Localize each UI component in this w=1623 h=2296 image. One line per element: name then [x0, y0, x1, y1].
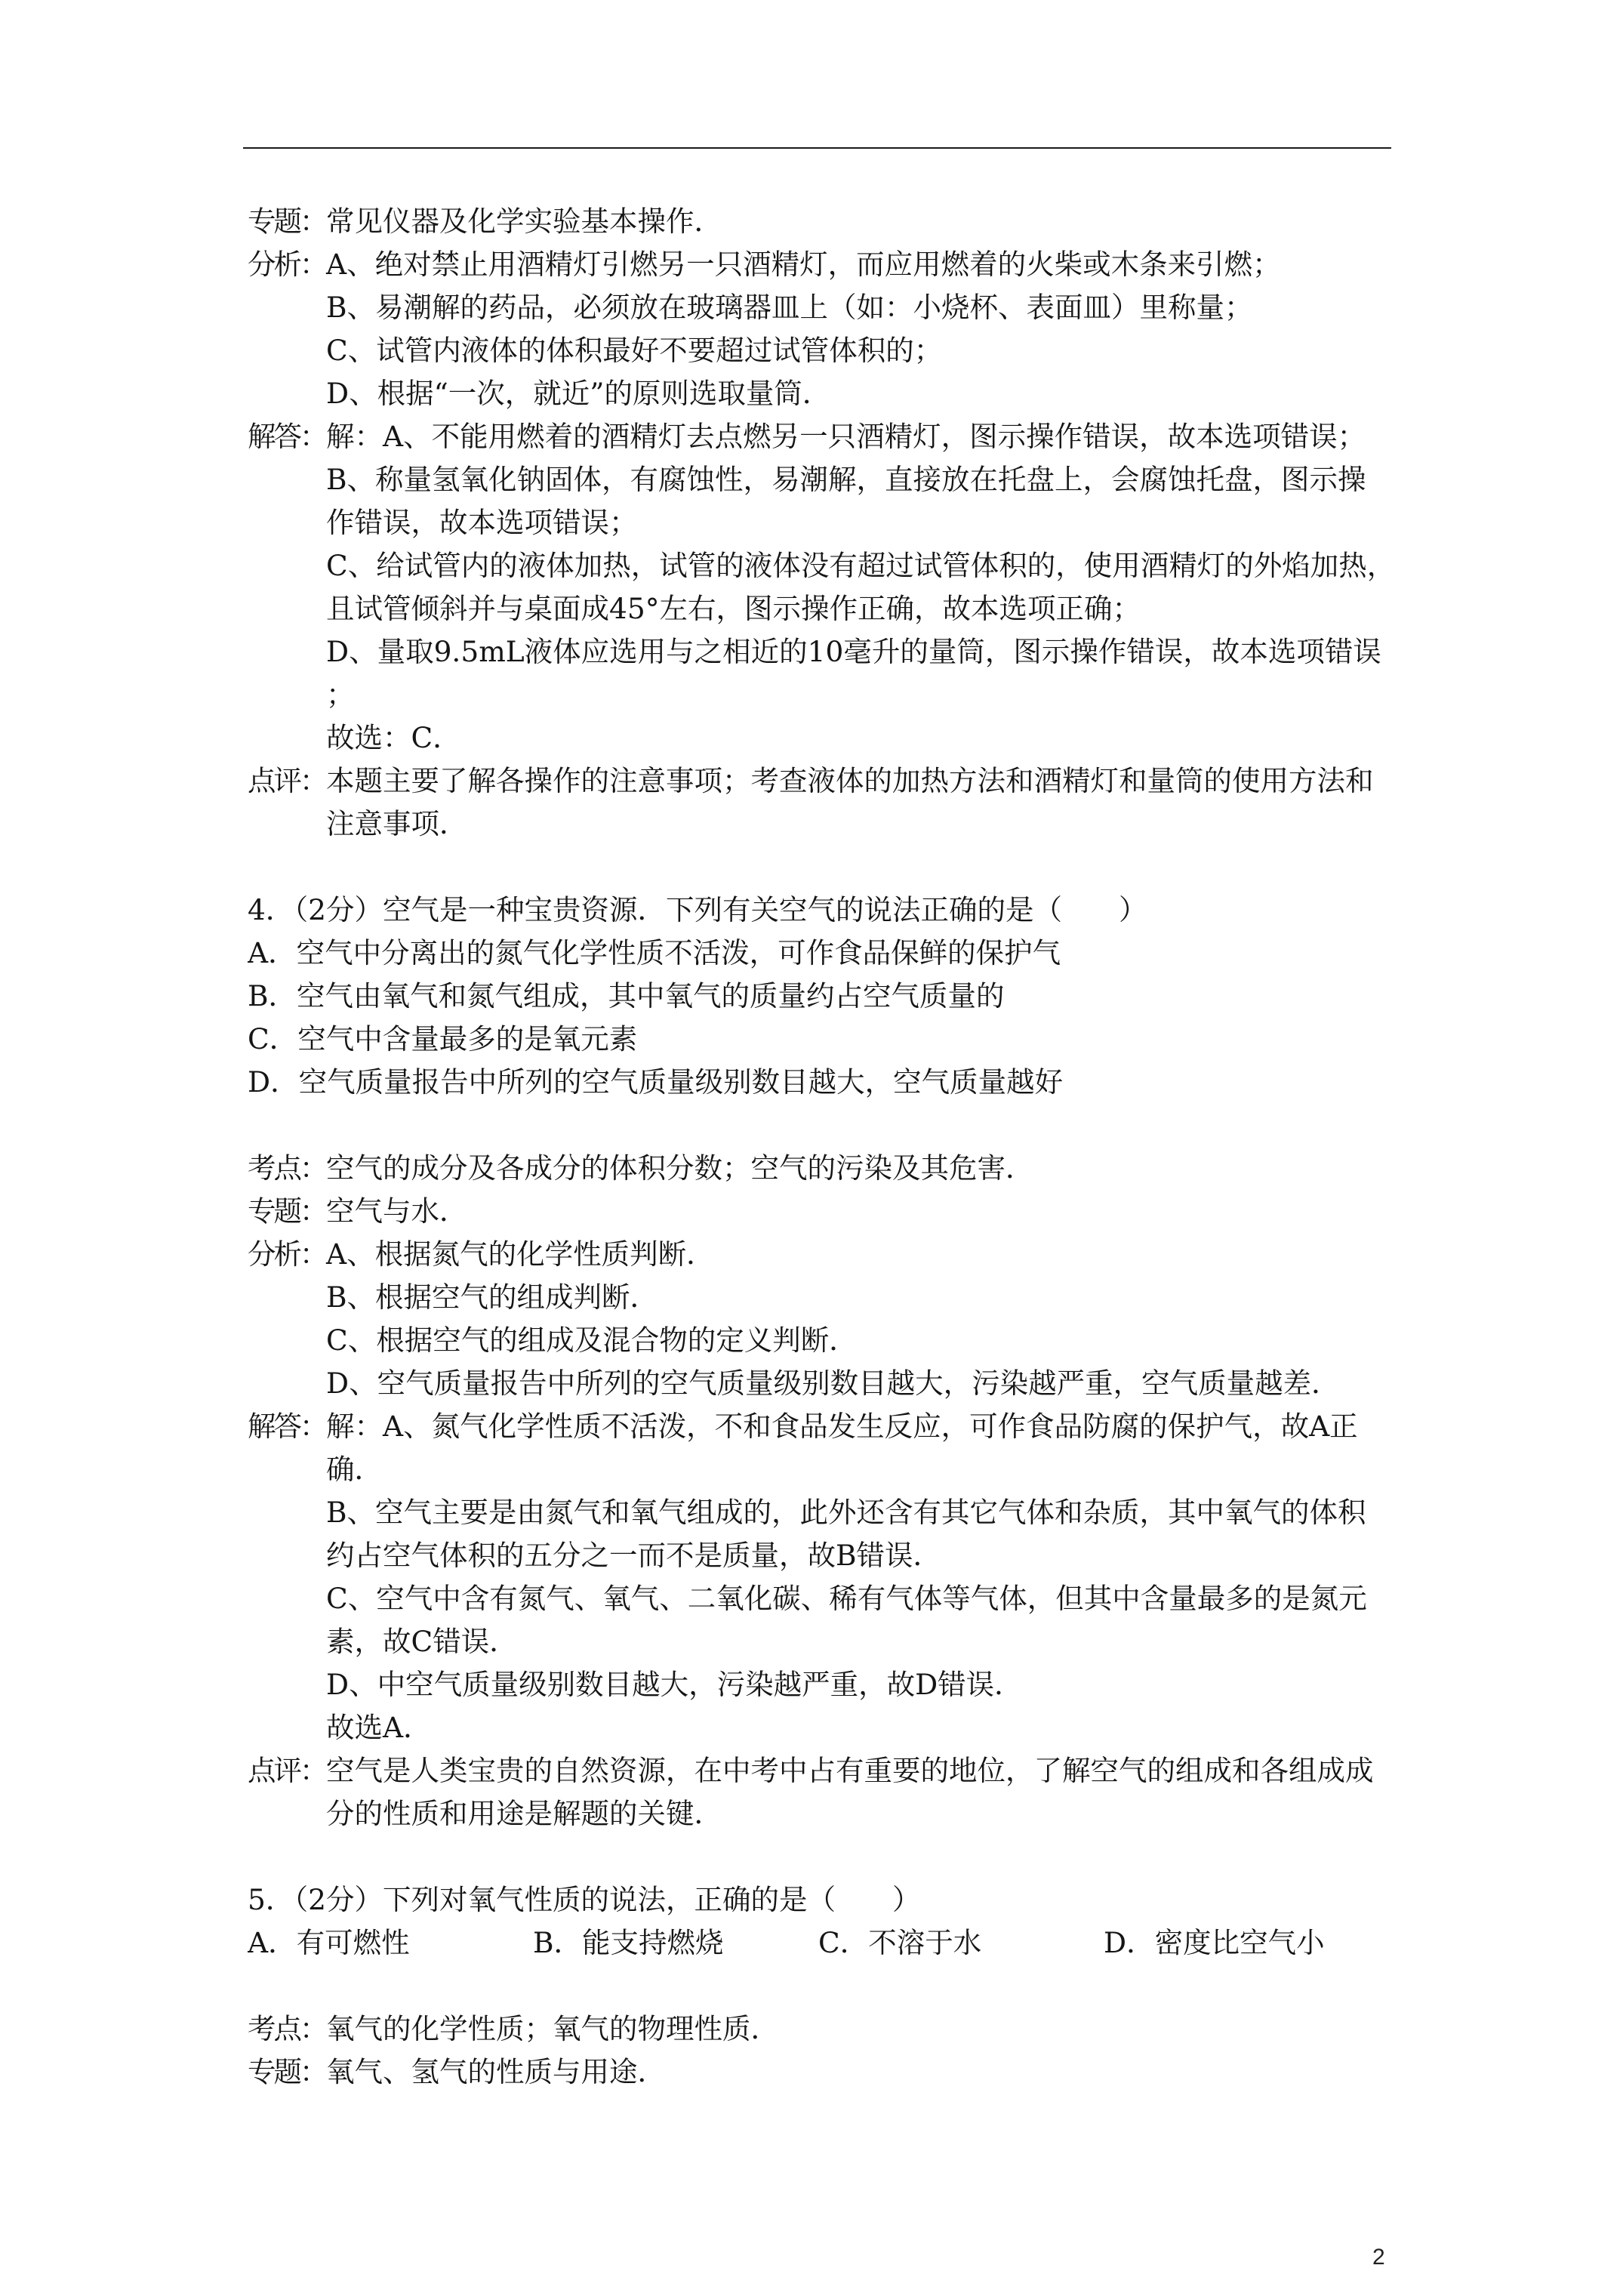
section-text: 氧气、氢气的性质与用途． [326, 2055, 666, 2088]
answer-line: C、空气中含有氮气、氧气、二氧化碳、稀有气体等气体，但其中含量最多的是氮元 [326, 1582, 1367, 1615]
section-text: 常见仪器及化学实验基本操作． [326, 205, 722, 238]
analysis-line: B、根据空气的组成判断． [326, 1281, 659, 1314]
q4-answer-line [248, 1448, 1395, 1491]
q3-analysis-line [248, 329, 1395, 372]
section-text: 氧气的化学性质；氧气的物理性质． [326, 2012, 779, 2045]
analysis-line: C、试管内液体的体积最好不要超过试管体积的； [326, 334, 943, 367]
answer-line: 且试管倾斜并与桌面成45°左右，图示操作正确，故本选项正确； [326, 592, 1141, 625]
q4-point-row [248, 1147, 1395, 1190]
section-label: 点评： [248, 1754, 326, 1787]
q3-comment-line [248, 803, 1395, 846]
section-label: 解答： [248, 1410, 326, 1443]
q3-answer-row [248, 415, 1395, 458]
q4-answer-row [248, 1405, 1395, 1448]
q4-answer-line [248, 1534, 1395, 1577]
answer-line: 约占空气体积的五分之一而不是质量，故B错误． [326, 1539, 942, 1572]
q3-analysis-row [248, 243, 1395, 286]
answer-line: 作错误，故本选项错误； [326, 506, 638, 539]
answer-line: 素，故C错误． [326, 1625, 518, 1658]
analysis-line: A、绝对禁止用酒精灯引燃另一只酒精灯，而应用燃着的火柴或木条来引燃； [326, 248, 1281, 281]
q3-analysis-line [248, 372, 1395, 415]
question-stem: 4．（2分）空气是一种宝贵资源．下列有关空气的说法正确的是（ ） [248, 893, 1147, 926]
spacer [248, 1835, 1395, 1878]
q3-topic-row [248, 200, 1395, 243]
analysis-line: B、易潮解的药品，必须放在玻璃器皿上（如：小烧杯、表面皿）里称量； [326, 291, 1253, 324]
answer-choice: 故选：C． [326, 721, 461, 754]
q3-comment-row [248, 760, 1395, 803]
analysis-line: C、根据空气的组成及混合物的定义判断． [326, 1324, 858, 1357]
q3-answer-line [248, 544, 1395, 587]
q4-option-row [248, 1018, 1395, 1061]
q5-point-row [248, 2008, 1395, 2051]
spacer [248, 846, 1395, 889]
q3-analysis-line [248, 286, 1395, 329]
answer-line: C、给试管内的液体加热，试管的液体没有超过试管体积的，使用酒精灯的外焰加热， [326, 549, 1395, 582]
page-content [248, 200, 1395, 2094]
answer-line: ； [326, 678, 355, 711]
section-label: 解答： [248, 420, 326, 453]
answer-line: D、中空气质量级别数目越大，污染越严重，故D错误． [326, 1668, 1023, 1701]
section-label: 分析： [248, 248, 326, 281]
option-c: C．不溶于水 [818, 1926, 982, 1959]
option-a: A．有可燃性 [248, 1926, 410, 1959]
q4-option-row [248, 1061, 1395, 1104]
q4-option-row [248, 975, 1395, 1018]
q4-answer-line [248, 1663, 1395, 1706]
q3-answer-line [248, 717, 1395, 760]
comment-line: 注意事项． [326, 807, 468, 840]
section-label: 专题： [248, 2055, 326, 2088]
q3-answer-line [248, 587, 1395, 630]
answer-line: D、量取9.5mL液体应选用与之相近的10毫升的量筒，图示操作错误，故本选项错误 [326, 635, 1381, 668]
q3-answer-line [248, 630, 1395, 673]
q3-answer-line [248, 673, 1395, 717]
q5-options-row [248, 1922, 1395, 1965]
spacer [248, 1965, 1395, 2008]
analysis-line: D、空气质量报告中所列的空气质量级别数目越大，污染越严重，空气质量越差． [326, 1367, 1340, 1400]
answer-line: 确． [326, 1453, 383, 1486]
q4-analysis-line [248, 1276, 1395, 1319]
q4-topic-row [248, 1190, 1395, 1233]
section-label: 考点： [248, 1151, 326, 1185]
section-label: 分析： [248, 1237, 326, 1271]
q4-stem-row [248, 889, 1395, 932]
section-text: 空气与水． [326, 1194, 468, 1228]
q4-analysis-line [248, 1362, 1395, 1405]
q4-comment-row [248, 1749, 1395, 1792]
analysis-line: D、根据“一次，就近”的原则选取量筒． [326, 377, 831, 410]
q4-answer-line [248, 1706, 1395, 1749]
comment-line: 分的性质和用途是解题的关键． [326, 1797, 722, 1830]
q4-answer-line [248, 1491, 1395, 1534]
spacer [248, 1104, 1395, 1147]
section-label: 专题： [248, 1194, 326, 1228]
q4-analysis-line [248, 1319, 1395, 1362]
option-c: C．空气中含量最多的是氧元素 [248, 1022, 638, 1056]
section-label: 专题： [248, 205, 326, 238]
q5-topic-row [248, 2051, 1395, 2094]
option-b: B．空气由氧气和氮气组成，其中氧气的质量约占空气质量的 [248, 979, 1005, 1012]
q3-answer-line [248, 458, 1395, 501]
q3-answer-line [248, 501, 1395, 544]
answer-line: B、称量氢氧化钠固体，有腐蚀性，易潮解，直接放在托盘上，会腐蚀托盘，图示操 [326, 463, 1366, 496]
question-stem: 5．（2分）下列对氧气性质的说法，正确的是（ ） [248, 1883, 921, 1916]
option-d: D．密度比空气小 [1104, 1926, 1325, 1959]
header-rule [243, 147, 1391, 149]
q4-answer-line [248, 1620, 1395, 1663]
analysis-line: A、根据氮气的化学性质判断． [326, 1237, 715, 1271]
section-text: 空气的成分及各成分的体积分数；空气的污染及其危害． [326, 1151, 1034, 1185]
option-b: B．能支持燃烧 [533, 1926, 724, 1959]
page-number: 2 [1372, 2245, 1385, 2270]
q4-answer-line [248, 1577, 1395, 1620]
section-label: 点评： [248, 764, 326, 797]
answer-line: B、空气主要是由氮气和氧气组成的，此外还含有其它气体和杂质，其中氧气的体积 [326, 1496, 1366, 1529]
section-label: 考点： [248, 2012, 326, 2045]
answer-choice: 故选A． [326, 1711, 432, 1744]
option-d: D．空气质量报告中所列的空气质量级别数目越大，空气质量越好 [248, 1065, 1064, 1099]
answer-line: 解：A、氮气化学性质不活泼，不和食品发生反应，可作食品防腐的保护气，故A正 [326, 1410, 1358, 1443]
q4-option-row [248, 932, 1395, 975]
q4-analysis-row [248, 1233, 1395, 1276]
answer-line: 解：A、不能用燃着的酒精灯去点燃另一只酒精灯，图示操作错误，故本选项错误； [326, 420, 1366, 453]
q5-stem-row [248, 1878, 1395, 1922]
comment-line: 空气是人类宝贵的自然资源，在中考中占有重要的地位，了解空气的组成和各组成成 [326, 1754, 1374, 1787]
comment-line: 本题主要了解各操作的注意事项；考查液体的加热方法和酒精灯和量筒的使用方法和 [326, 764, 1374, 797]
q4-comment-line [248, 1792, 1395, 1835]
option-a: A．空气中分离出的氮气化学性质不活泼，可作食品保鲜的保护气 [248, 936, 1061, 969]
